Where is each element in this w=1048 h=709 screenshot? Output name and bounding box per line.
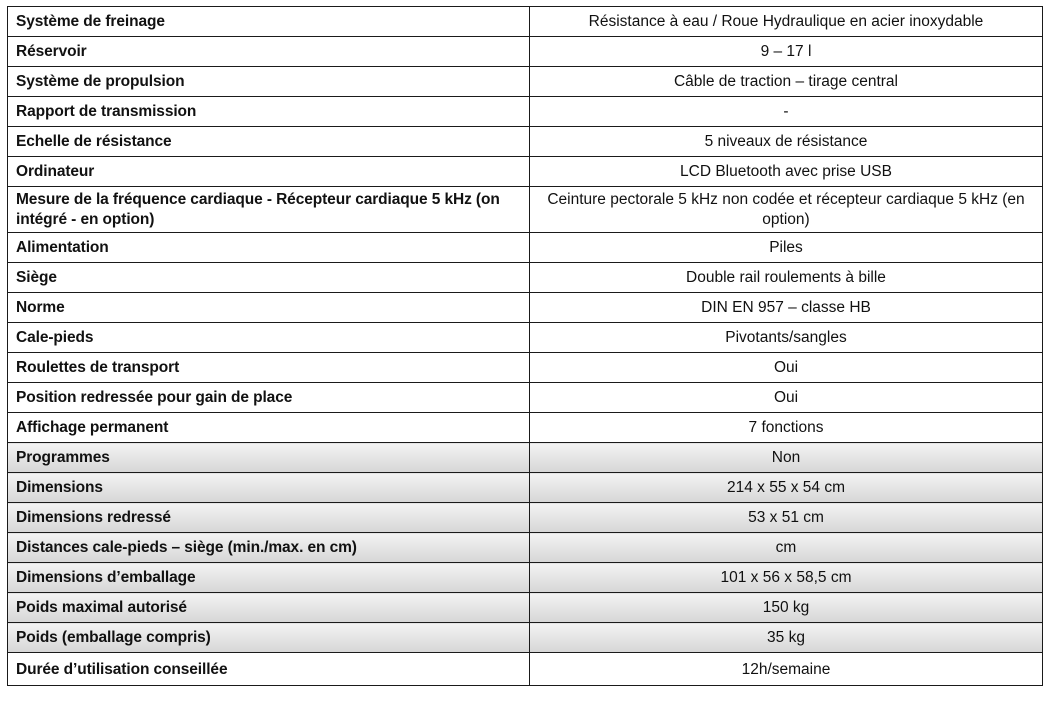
row-value: Double rail roulements à bille — [530, 263, 1043, 293]
table-row — [8, 383, 1043, 413]
row-value: 7 fonctions — [530, 413, 1043, 443]
table-row — [8, 443, 1043, 473]
row-value: Piles — [530, 233, 1043, 263]
table-row — [8, 623, 1043, 653]
row-value: 5 niveaux de résistance — [530, 127, 1043, 157]
specifications-table — [7, 6, 1043, 686]
row-value: Pivotants/sangles — [530, 323, 1043, 353]
row-label: Dimensions — [8, 473, 530, 503]
row-label: Rapport de transmission — [8, 97, 530, 127]
row-label: Roulettes de transport — [8, 353, 530, 383]
row-value: - — [530, 97, 1043, 127]
row-value: 101 x 56 x 58,5 cm — [530, 563, 1043, 593]
table-row — [8, 323, 1043, 353]
row-value: Oui — [530, 353, 1043, 383]
table-row — [8, 413, 1043, 443]
row-label: Ordinateur — [8, 157, 530, 187]
table-row — [8, 653, 1043, 686]
table-row — [8, 563, 1043, 593]
table-row — [8, 473, 1043, 503]
table-row — [8, 293, 1043, 323]
row-label: Norme — [8, 293, 530, 323]
row-label: Réservoir — [8, 37, 530, 67]
row-value: 53 x 51 cm — [530, 503, 1043, 533]
row-value: 9 – 17 l — [530, 37, 1043, 67]
table-row — [8, 37, 1043, 67]
row-value: 12h/semaine — [530, 653, 1043, 686]
table-row — [8, 97, 1043, 127]
table-row — [8, 7, 1043, 37]
table-row — [8, 593, 1043, 623]
row-label: Dimensions d’emballage — [8, 563, 530, 593]
row-label: Programmes — [8, 443, 530, 473]
row-value: Résistance à eau / Roue Hydraulique en acier inoxydable — [530, 7, 1043, 37]
row-label: Poids (emballage compris) — [8, 623, 530, 653]
table-row — [8, 67, 1043, 97]
row-label: Echelle de résistance — [8, 127, 530, 157]
row-value: 35 kg — [530, 623, 1043, 653]
row-label: Position redressée pour gain de place — [8, 383, 530, 413]
table-row — [8, 353, 1043, 383]
table-row — [8, 233, 1043, 263]
table-row — [8, 263, 1043, 293]
row-value: 150 kg — [530, 593, 1043, 623]
row-label: Durée d’utilisation conseillée — [8, 653, 530, 686]
row-value: DIN EN 957 – classe HB — [530, 293, 1043, 323]
table-row — [8, 503, 1043, 533]
row-value: Non — [530, 443, 1043, 473]
row-value: Oui — [530, 383, 1043, 413]
row-label: Mesure de la fréquence cardiaque - Récepteur cardiaque 5 kHz (on intégré - en option) — [8, 187, 530, 233]
row-label: Alimentation — [8, 233, 530, 263]
row-label: Cale-pieds — [8, 323, 530, 353]
row-value: Ceinture pectorale 5 kHz non codée et récepteur cardiaque 5 kHz (en option) — [530, 187, 1043, 233]
row-label: Distances cale-pieds – siège (min./max. en cm) — [8, 533, 530, 563]
row-label: Système de freinage — [8, 7, 530, 37]
table-row — [8, 533, 1043, 563]
row-label: Dimensions redressé — [8, 503, 530, 533]
row-label: Système de propulsion — [8, 67, 530, 97]
row-label: Poids maximal autorisé — [8, 593, 530, 623]
row-value: LCD Bluetooth avec prise USB — [530, 157, 1043, 187]
table-row — [8, 127, 1043, 157]
row-value: Câble de traction – tirage central — [530, 67, 1043, 97]
row-label: Affichage permanent — [8, 413, 530, 443]
table-row — [8, 157, 1043, 187]
row-value: cm — [530, 533, 1043, 563]
row-value: 214 x 55 x 54 cm — [530, 473, 1043, 503]
table-row — [8, 187, 1043, 233]
row-label: Siège — [8, 263, 530, 293]
